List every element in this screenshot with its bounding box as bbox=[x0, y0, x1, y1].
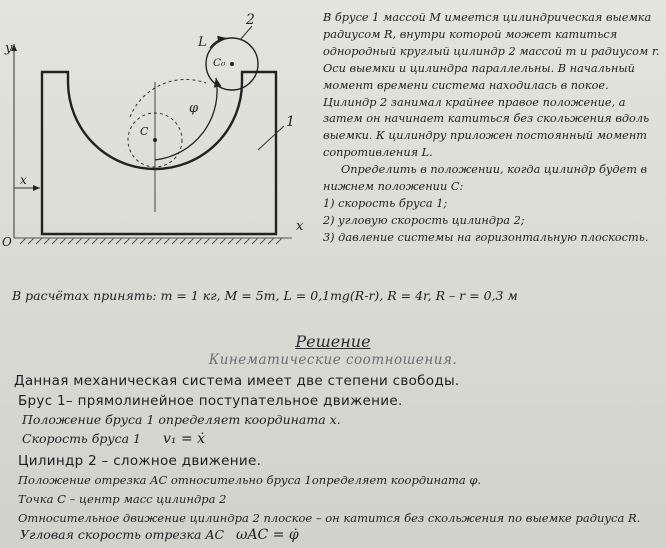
moment-label: L bbox=[198, 35, 207, 50]
body2-label: 2 bbox=[246, 12, 255, 28]
center-c0-dot bbox=[230, 62, 234, 66]
center-c0-label: C₀ bbox=[213, 57, 226, 69]
cylinder-2-leader bbox=[240, 26, 252, 40]
x-arrow-label: x bbox=[20, 173, 27, 187]
solution-line-2: Брус 1– прямолинейное поступательное движение. bbox=[18, 393, 403, 409]
solution-subtitle: Кинематические соотношения. bbox=[208, 352, 458, 368]
mechanism-diagram bbox=[0, 0, 320, 260]
task-item-3: 3) давление системы на горизонтальную плоскость. bbox=[323, 230, 649, 244]
angle-arc bbox=[155, 78, 217, 160]
given-values: В расчётах принять: m = 1 кг, M = 5m, L = 0,1mg(R-r), R = 4r, R – r = 0,3 м bbox=[12, 288, 518, 303]
angle-label: φ bbox=[189, 101, 199, 116]
brus-speed-label: Скорость бруса 1 bbox=[22, 431, 141, 446]
solution-line-7: Точка C – центр масс цилиндра 2 bbox=[18, 492, 227, 506]
ground-hatching bbox=[14, 238, 292, 244]
origin-label: O bbox=[2, 235, 12, 249]
solution-line-4 bbox=[22, 431, 205, 447]
problem-task: Определить в положении, когда цилиндр будет в нижнем положении С: bbox=[323, 163, 648, 194]
body1-leader bbox=[258, 126, 284, 150]
body1-label: 1 bbox=[286, 114, 295, 130]
block-1 bbox=[42, 72, 276, 234]
x-axis-label: x bbox=[296, 219, 304, 234]
solution-line-6: Положение отрезка AC относительно бруса 1определяет координата φ. bbox=[18, 473, 482, 487]
problem-text: В брусе 1 массой М имеется цилиндрическая выемка радиусом R, внутри которой может катиться однородный круглый цилиндр 2 массой m и радиусом r. Оси выемки и цилиндра параллельны. В начальный момент времени система находилась в покое. Цилиндр 2 занимал крайнее правое положение, а затем он начинает катиться без скольжения вдоль выемки. К цилиндру приложен постоянный момент сопротивления L. bbox=[323, 11, 660, 160]
y-axis-label: y bbox=[5, 41, 13, 56]
task-list bbox=[323, 196, 661, 247]
solution-title: Решение bbox=[295, 332, 371, 351]
solution-line-1: Данная механическая система имеет две степени свободы. bbox=[14, 373, 460, 389]
task-item-1: 1) скорость бруса 1; bbox=[323, 196, 448, 210]
center-c-label: C bbox=[140, 125, 149, 138]
problem-statement bbox=[323, 10, 661, 247]
task-item-2: 2) угловую скорость цилиндра 2; bbox=[323, 213, 525, 227]
angular-speed-label: Угловая скорость отрезка AC bbox=[20, 527, 225, 542]
brus-speed-formula: v₁ = ẋ bbox=[162, 431, 206, 447]
solution-line-9 bbox=[20, 527, 299, 543]
center-c-dot bbox=[153, 138, 157, 142]
solution-line-5: Цилиндр 2 – сложное движение. bbox=[18, 453, 262, 469]
solution-line-8: Относительное движение цилиндра 2 плоское – он катится без скольжения по выемке радиуса R. bbox=[18, 511, 641, 525]
angular-speed-formula: ωAC = φ̇ bbox=[236, 527, 299, 543]
solution-line-3: Положение бруса 1 определяет координата x. bbox=[22, 412, 341, 427]
